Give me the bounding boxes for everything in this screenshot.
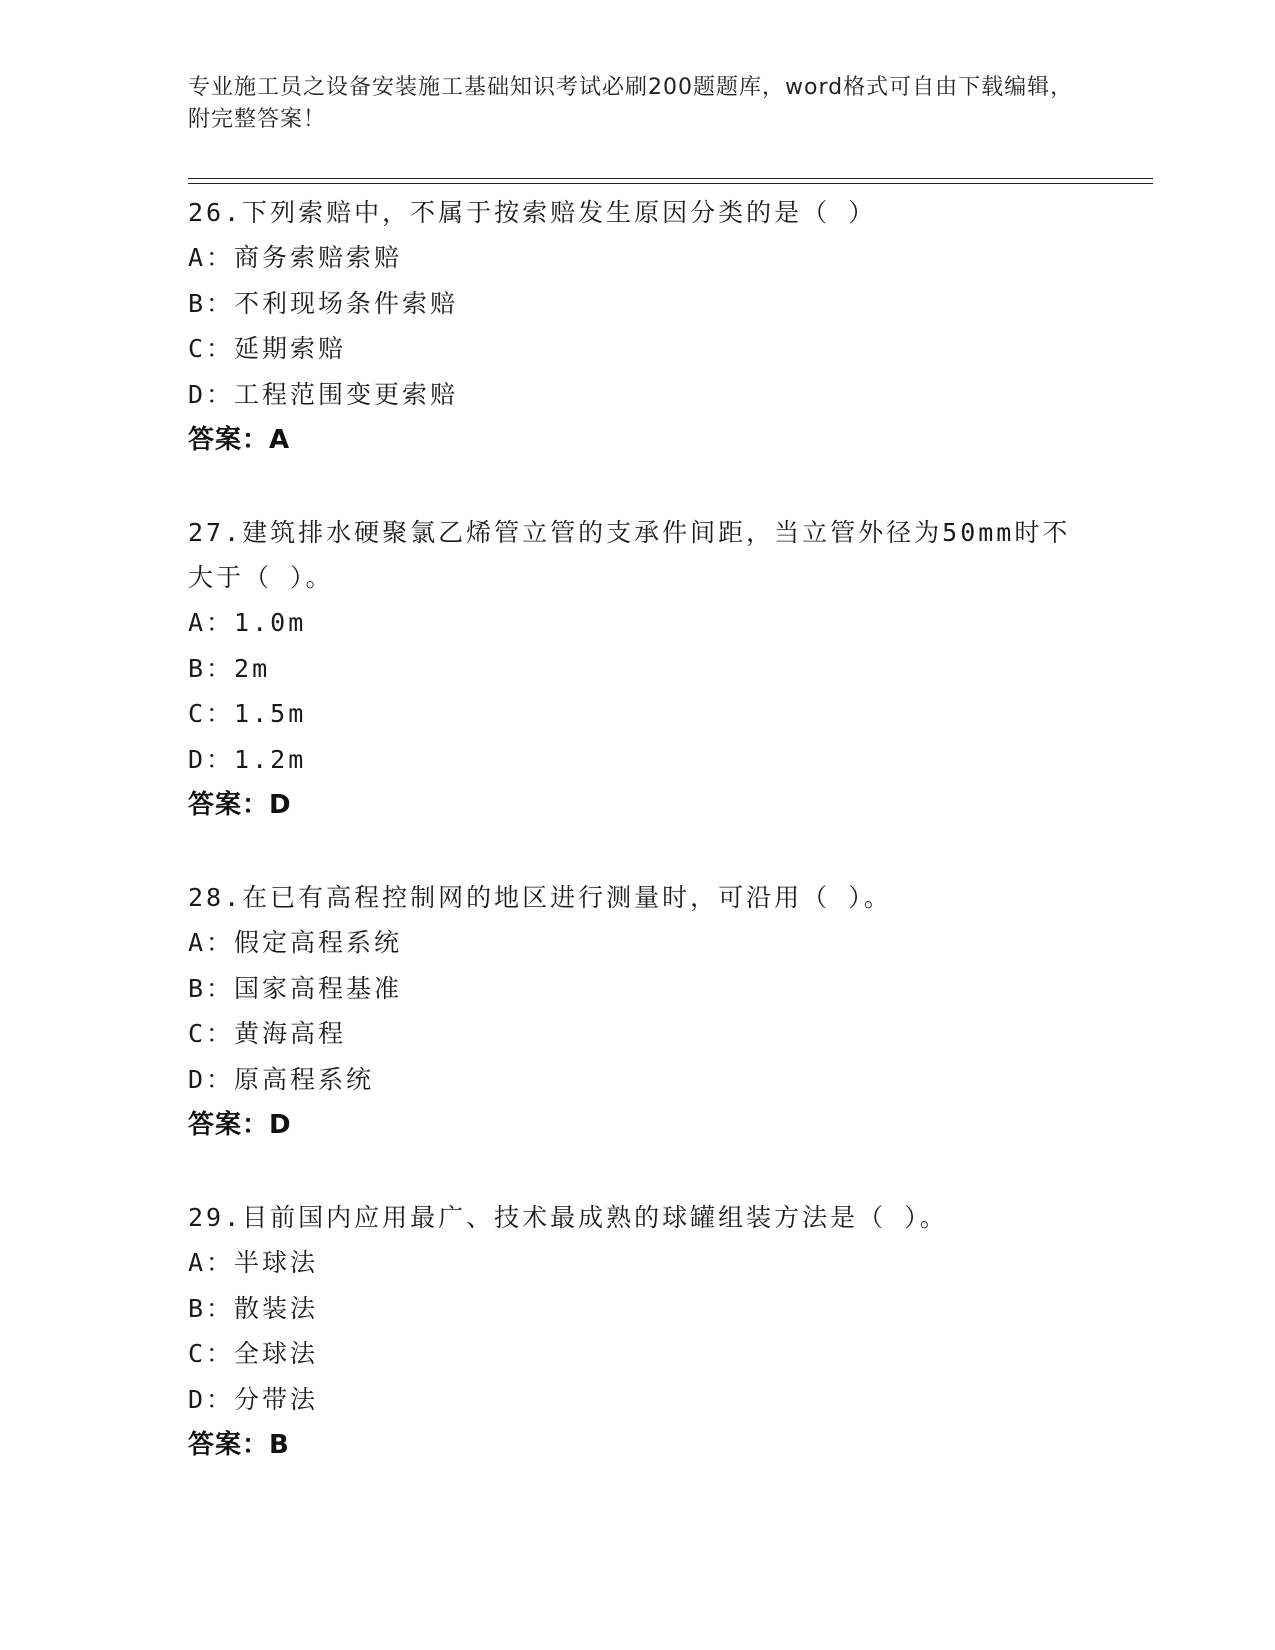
option-d: D：工程范围变更索赔 (188, 379, 459, 409)
question-stem: 29.目前国内应用最广、技术最成熟的球罐组装方法是（ ）。 (188, 1203, 948, 1232)
question-stem: 28.在已有高程控制网的地区进行测量时，可沿用（ ）。 (188, 883, 892, 912)
header-divider-bottom (188, 183, 1153, 184)
answer: 答案：D (188, 790, 292, 820)
question-stem: 27.建筑排水硬聚氯乙烯管立管的支承件间距，当立管外径为50mm时不大于（ ）。 (188, 518, 1071, 592)
question-28 (188, 875, 1088, 1148)
option-d: D：原高程系统 (188, 1064, 375, 1094)
option-b: B：不利现场条件索赔 (188, 288, 459, 318)
question-27 (188, 510, 1088, 828)
header-divider-top (188, 178, 1153, 179)
option-c: C：延期索赔 (188, 334, 347, 363)
option-c: C：全球法 (188, 1339, 319, 1368)
answer: 答案：D (188, 1110, 292, 1140)
option-a: A：1.0m (188, 608, 307, 637)
question-stem: 26.下列索赔中，不属于按索赔发生原因分类的是（ ） (188, 198, 877, 227)
question-26 (188, 190, 1088, 463)
document-header: 专业施工员之设备安装施工基础知识考试必刷200题题库，word格式可自由下载编辑，附完整答案！ (188, 75, 1074, 132)
option-d: D：分带法 (188, 1384, 319, 1414)
question-29 (188, 1195, 1088, 1468)
answer: 答案：A (188, 425, 291, 455)
option-c: C：黄海高程 (188, 1019, 347, 1048)
option-b: B：散装法 (188, 1293, 319, 1323)
option-b: B：国家高程基准 (188, 973, 403, 1003)
option-a: A：假定高程系统 (188, 928, 403, 957)
option-d: D：1.2m (188, 744, 307, 774)
option-b: B：2m (188, 653, 271, 683)
option-a: A：商务索赔索赔 (188, 243, 403, 272)
option-a: A：半球法 (188, 1248, 319, 1277)
option-c: C：1.5m (188, 699, 307, 728)
answer: 答案：B (188, 1430, 290, 1460)
question-list (188, 190, 1088, 1515)
